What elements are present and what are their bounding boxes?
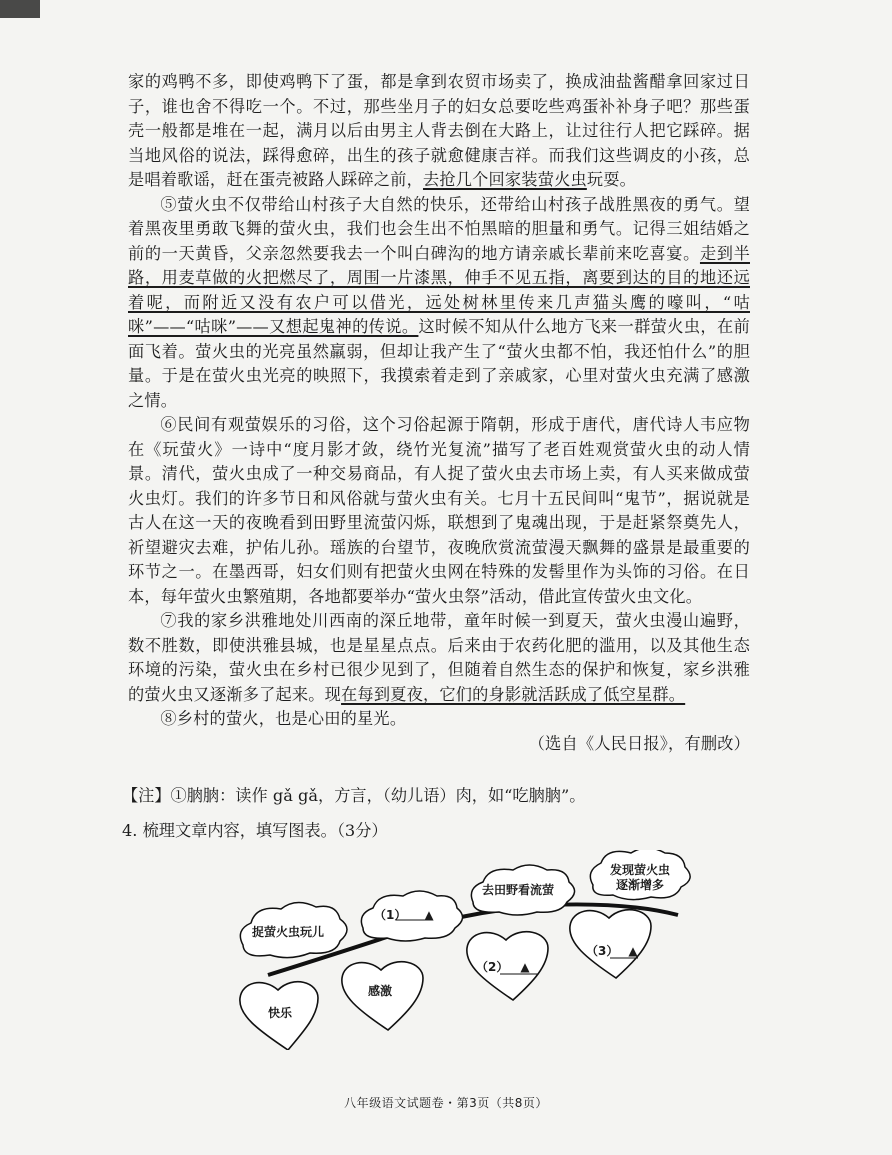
paragraph-7: ⑦我的家乡洪雅地处川西南的深丘地带，童年时候一到夏天，萤火虫漫山遍野，数不胜数，即使洪雅县城，也是星星点点。后来由于农药化肥的滥用，以及其他生态环境的污染，萤火虫在乡村已很少见到了，但随着自然生态的保护和恢复，家乡洪雅的萤火虫又逐渐多了起来。现在每到夏夜，它们的身影就活跃成了低空星群。 xyxy=(128,611,750,704)
paragraph-intro: 家的鸡鸭不多，即使鸡鸭下了蛋，都是拿到农贸市场卖了，换成油盐酱醋拿回家过日子，谁也舍不得吃一个。不过，那些坐月子的妇女总要吃些鸡蛋补补身子吧？那些蛋壳一般都是堆在一起，满月以后由男主人背去倒在大路上，让过往行人把它踩碎。据当地风俗的说法，踩得愈碎，出生的孩子就愈健康吉祥。而我们这些调皮的小孩，总是唱着歌谣，赶在蛋壳被路人踩碎之前，去抢几个回家装萤火虫玩耍。 xyxy=(128,72,750,189)
page-footer: 八年级语文试题卷・第3页（共8页） xyxy=(344,1096,548,1110)
heart-1-label: 快乐 xyxy=(268,1006,293,1020)
blank-triangle-2: ▲ xyxy=(520,960,530,974)
underlined-phrase-3: 在每到夏夜，它们的身影就活跃成了低空星群。 xyxy=(341,684,686,704)
underlined-phrase-1: 去抢几个回家装萤火虫 xyxy=(422,170,587,189)
paragraph-5: ⑤萤火虫不仅带给山村孩子大自然的快乐，还带给山村孩子战胜黑夜的勇气。望着黑夜里勇敢飞舞的萤火虫，我们也会生出不怕黑暗的胆量和勇气。记得三姐结婚之前的一天黄昏，父亲忽然要我去一个叫白碑沟的地方请亲戚长辈前来吃喜宴。走到半路，用麦草做的火把燃尽了，周围一片漆黑，伸手不见五指，离要到达的目的地还远着呢，而附近又没有农户可以借光，远处树林里传来几声猫头鹰的嚎叫，“咕咪”——“咕咪”——又想起鬼神的传说。这时候不知从什么地方飞来一群萤火虫，在前面飞着。萤火虫的光亮虽然羸弱，但却让我产生了“萤火虫都不怕，我还怕什么”的胆量。于是在萤火虫光亮的映照下，我摸索着走到了亲戚家，心里对萤火虫充满了感激之情。 xyxy=(128,194,750,410)
scan-edge-mark xyxy=(0,0,40,18)
blank-triangle-3: ▲ xyxy=(628,944,638,958)
cloud-2-label: （1） ▲ xyxy=(374,908,434,922)
question-4-prompt: 4. 梳理文章内容，填写图表。（3分） xyxy=(122,821,388,840)
source-citation: （选自《人民日报》，有删改） xyxy=(528,733,750,753)
cloud-4-label: 发现萤火虫 逐渐增多 xyxy=(610,863,671,892)
annotation-note: 【注】①朒朒：读作 gǎ gǎ，方言，（幼儿语）肉，如“吃朒朒”。 xyxy=(122,786,586,805)
blank-triangle-1: ▲ xyxy=(424,908,434,922)
flow-diagram xyxy=(228,850,748,1050)
cloud-1-label: 捉萤火虫玩儿 xyxy=(252,925,325,939)
paragraph-6: ⑥民间有观萤娱乐的习俗，这个习俗起源于隋朝，形成于唐代，唐代诗人韦应物在《玩萤火》一诗中“度月影才敛，绕竹光复流”描写了老百姓观赏萤火虫的动人情景。清代，萤火虫成了一种交易商品，有人捉了萤火虫去市场上卖，有人买来做成萤火虫灯。我们的许多节日和风俗就与萤火虫有关。七月十五民间叫“鬼节”，据说就是古人在这一天的夜晚看到田野里流萤闪烁，联想到了鬼魂出现，于是赶紧祭奠先人，祈望避灾去难，护佑儿孙。瑶族的台望节，夜晚欣赏流萤漫天飘舞的盛景是最重要的环节之一。在墨西哥，妇女们则有把萤火虫网在特殊的发髻里作为头饰的习俗。在日本，每年萤火虫繁殖期，各地都要举办“萤火虫祭”活动，借此宣传萤火虫文化。 xyxy=(128,415,750,606)
cloud-3-label: 去田野看流萤 xyxy=(482,883,555,897)
paragraph-8: ⑧乡村的萤火，也是心田的星光。 xyxy=(160,709,407,728)
heart-4-label: （3） ▲ xyxy=(586,944,638,958)
heart-2-label: 感激 xyxy=(368,984,393,998)
reading-article xyxy=(128,70,750,756)
heart-3-label: （2） ▲ xyxy=(476,960,530,974)
underlined-passage-2: 走到半路，用麦草做的火把燃尽了，周围一片漆黑，伸手不见五指，离要到达的目的地还远着呢，而附近又没有农户可以借光，远处树林里传来几声猫头鹰的嚎叫，“咕咪”——“咕咪”——又想起鬼神的传说。 xyxy=(128,243,750,336)
